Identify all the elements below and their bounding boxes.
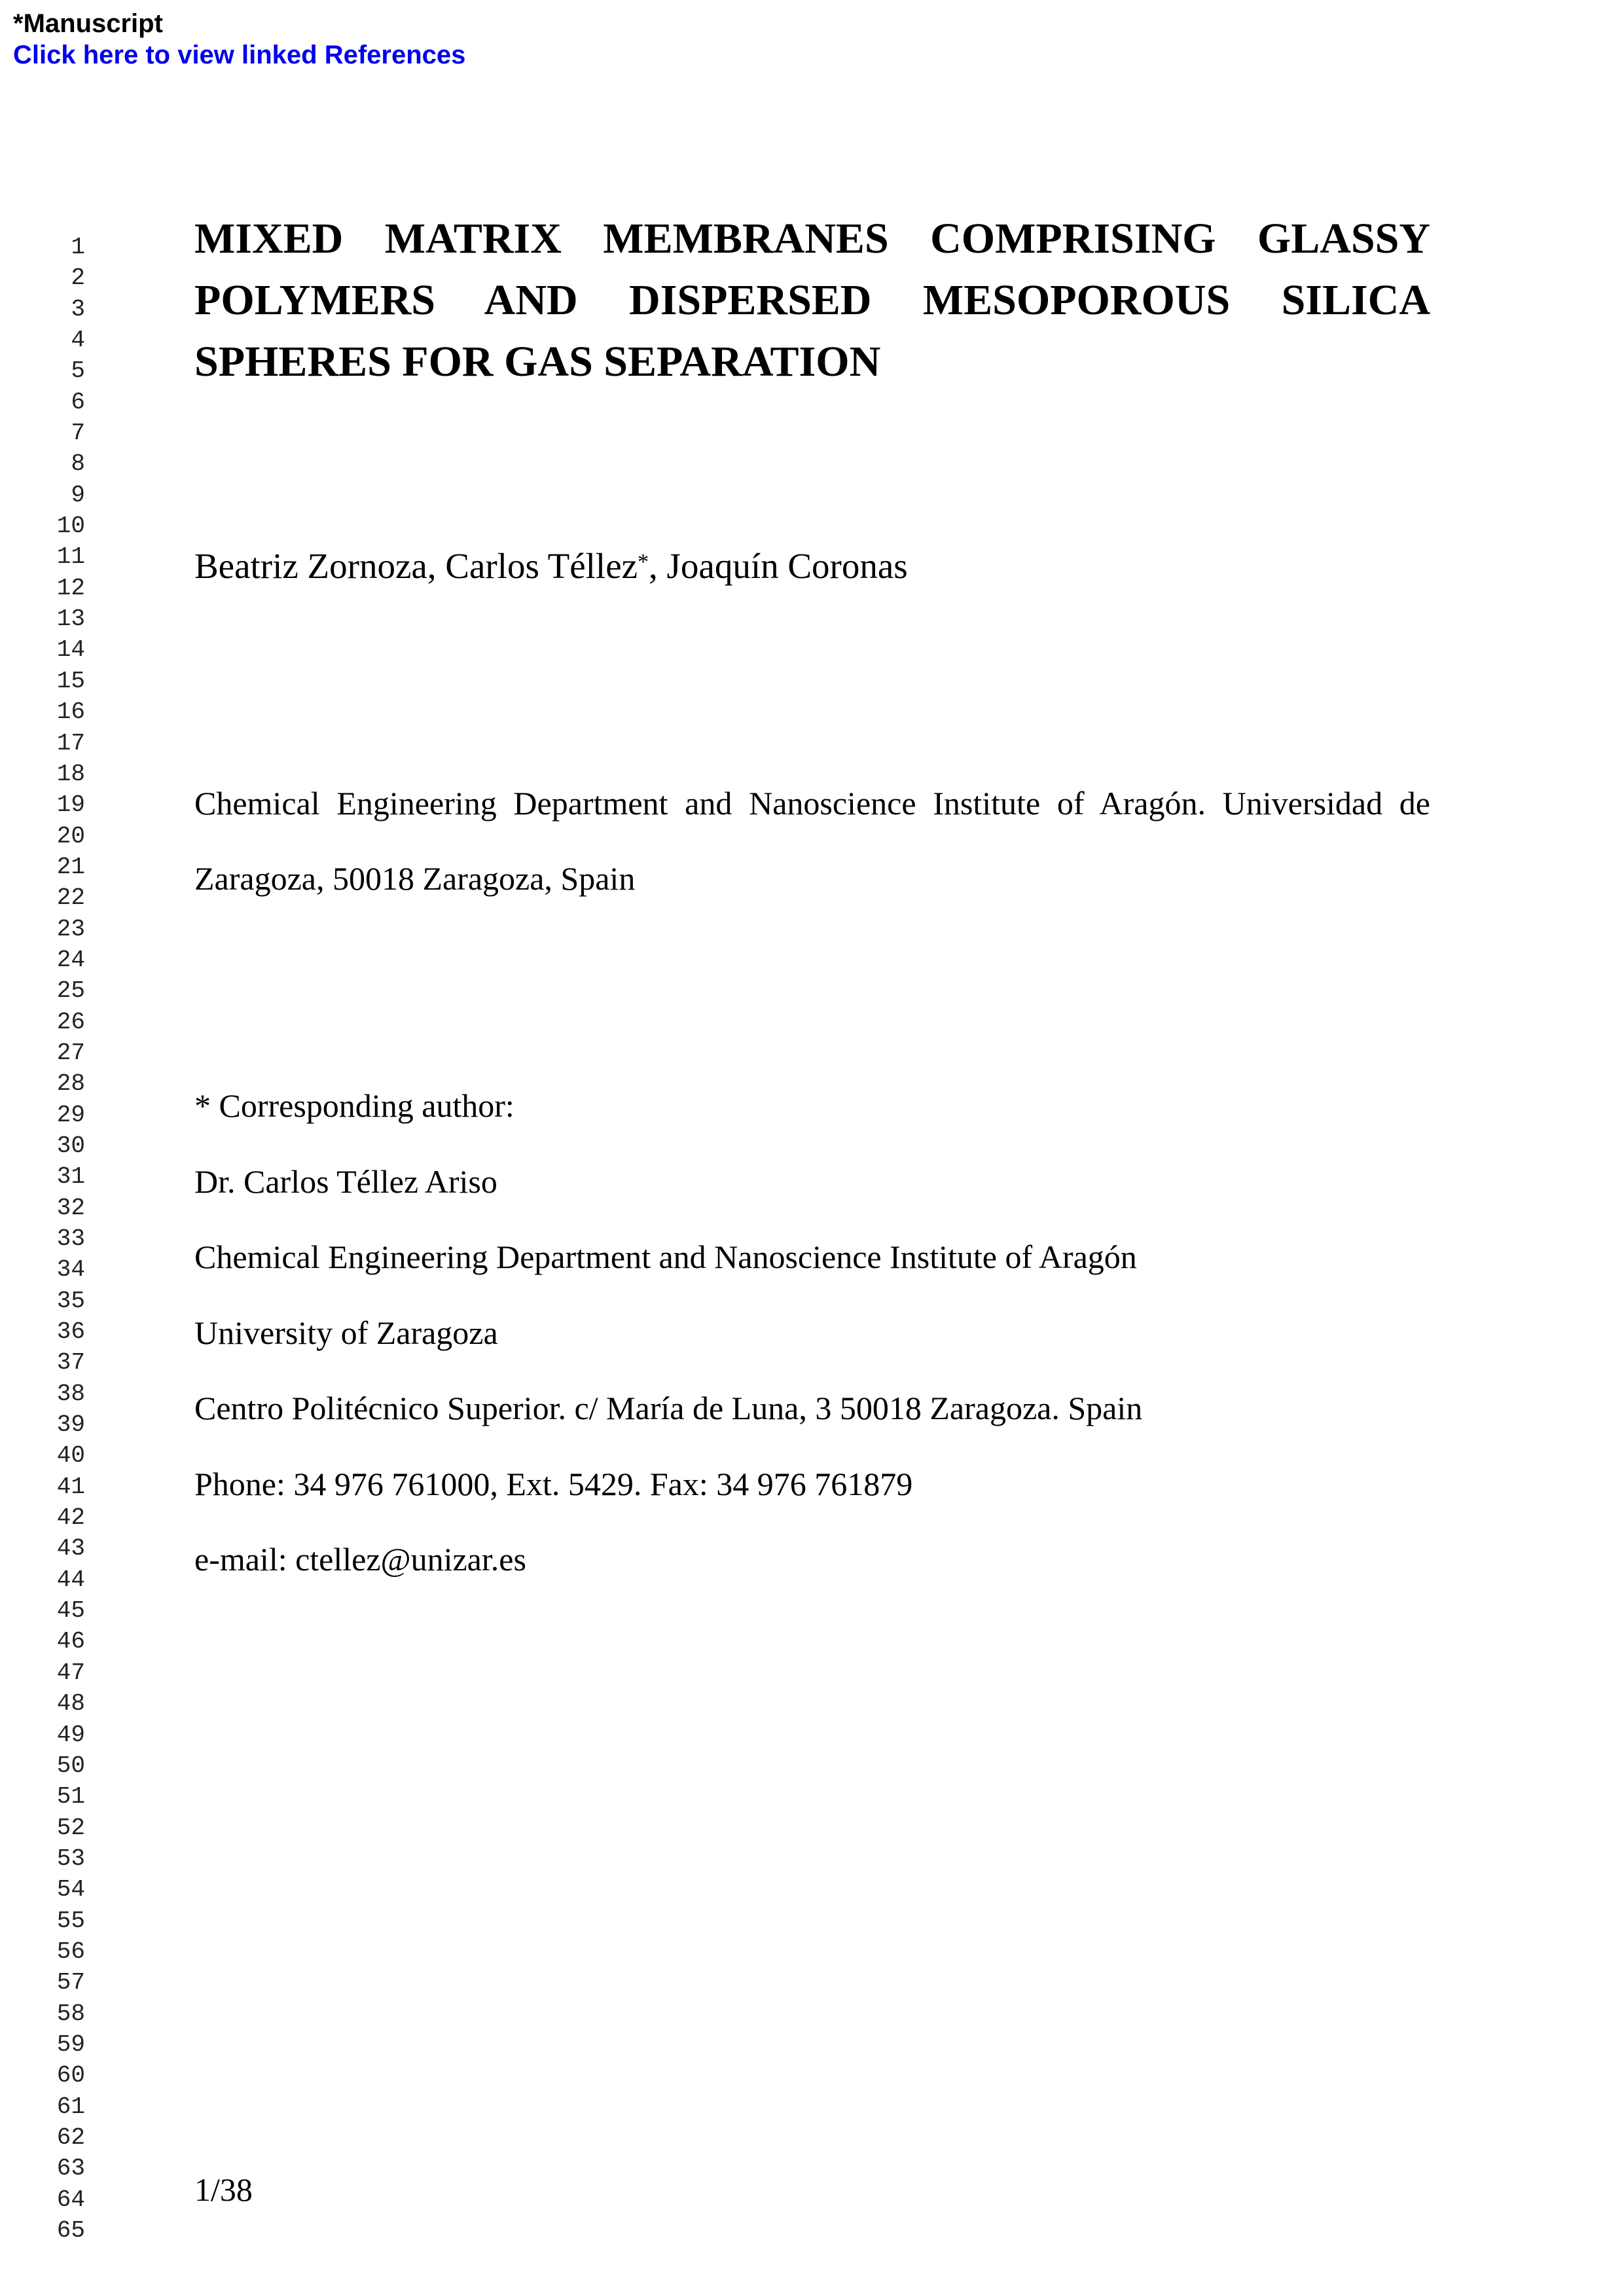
title-line-1: MIXED MATRIX MEMBRANES COMPRISING GLASSY bbox=[194, 215, 1430, 262]
line-number: 58 bbox=[56, 2000, 85, 2027]
authors-after: , Joaquín Coronas bbox=[649, 546, 908, 586]
line-number: 24 bbox=[56, 946, 85, 973]
manuscript-label: *Manuscript bbox=[13, 9, 163, 38]
line-number: 55 bbox=[56, 1907, 85, 1934]
line-number: 22 bbox=[56, 884, 85, 912]
line-number: 4 bbox=[71, 327, 85, 354]
line-number: 16 bbox=[56, 698, 85, 726]
line-number: 42 bbox=[56, 1504, 85, 1532]
corresponding-marker: * bbox=[638, 550, 649, 574]
line-number: 32 bbox=[56, 1194, 85, 1221]
line-number: 62 bbox=[56, 2123, 85, 2151]
line-number: 33 bbox=[56, 1225, 85, 1252]
line-number: 9 bbox=[71, 481, 85, 509]
line-number: 13 bbox=[56, 605, 85, 633]
line-number: 46 bbox=[56, 1628, 85, 1655]
authors-before: Beatriz Zornoza, Carlos Téllez bbox=[194, 546, 638, 586]
line-number-gutter bbox=[46, 232, 85, 2246]
line-number: 37 bbox=[56, 1349, 85, 1377]
title-line-2: POLYMERS AND DISPERSED MESOPOROUS SILICA bbox=[194, 276, 1430, 324]
line-number: 43 bbox=[56, 1535, 85, 1563]
line-number: 2 bbox=[71, 264, 85, 292]
line-number: 31 bbox=[56, 1163, 85, 1191]
line-number: 14 bbox=[56, 636, 85, 664]
line-number: 25 bbox=[56, 977, 85, 1005]
corresponding-university: University of Zaragoza bbox=[194, 1314, 498, 1351]
line-number: 60 bbox=[56, 2062, 85, 2089]
line-number: 36 bbox=[56, 1318, 85, 1346]
line-number: 5 bbox=[71, 357, 85, 385]
line-number: 53 bbox=[56, 1845, 85, 1872]
line-number: 49 bbox=[56, 1721, 85, 1748]
corresponding-name: Dr. Carlos Téllez Ariso bbox=[194, 1163, 497, 1200]
line-number: 10 bbox=[56, 513, 85, 540]
line-number: 65 bbox=[56, 2217, 85, 2244]
line-number: 51 bbox=[56, 1783, 85, 1811]
author-list bbox=[194, 543, 1430, 589]
line-number: 47 bbox=[56, 1659, 85, 1686]
line-number: 18 bbox=[56, 760, 85, 787]
line-number: 44 bbox=[56, 1566, 85, 1593]
corresponding-phone: Phone: 34 976 761000, Ext. 5429. Fax: 34 976 761879 bbox=[194, 1465, 913, 1502]
line-number: 20 bbox=[56, 822, 85, 850]
affiliation-line-2: Zaragoza, 50018 Zaragoza, Spain bbox=[194, 860, 636, 897]
line-number: 28 bbox=[56, 1070, 85, 1098]
line-number: 1 bbox=[71, 234, 85, 261]
line-number: 27 bbox=[56, 1039, 85, 1066]
line-number: 63 bbox=[56, 2155, 85, 2182]
line-number: 52 bbox=[56, 1814, 85, 1841]
line-number: 54 bbox=[56, 1876, 85, 1904]
line-number: 40 bbox=[56, 1442, 85, 1470]
line-number: 64 bbox=[56, 2186, 85, 2213]
corresponding-address: Centro Politécnico Superior. c/ María de Luna, 3 50018 Zaragoza. Spain bbox=[194, 1390, 1143, 1426]
line-number: 15 bbox=[56, 667, 85, 695]
line-number: 7 bbox=[71, 420, 85, 447]
line-number: 57 bbox=[56, 1969, 85, 1997]
corresponding-department: Chemical Engineering Department and Nanoscience Institute of Aragón bbox=[194, 1238, 1137, 1275]
line-number: 26 bbox=[56, 1008, 85, 1036]
line-number: 21 bbox=[56, 853, 85, 880]
line-number: 34 bbox=[56, 1256, 85, 1284]
line-number: 11 bbox=[56, 543, 85, 571]
line-number: 12 bbox=[56, 574, 85, 602]
line-number: 17 bbox=[56, 729, 85, 757]
line-number: 48 bbox=[56, 1690, 85, 1718]
line-number: 23 bbox=[56, 915, 85, 943]
line-number: 61 bbox=[56, 2093, 85, 2120]
title-line-3: SPHERES FOR GAS SEPARATION bbox=[194, 338, 881, 386]
affiliation bbox=[194, 766, 1430, 916]
line-number: 50 bbox=[56, 1752, 85, 1779]
line-number: 19 bbox=[56, 791, 85, 819]
corresponding-email: e-mail: ctellez@unizar.es bbox=[194, 1541, 526, 1578]
linked-references-link[interactable]: Click here to view linked References bbox=[13, 41, 466, 69]
line-number: 39 bbox=[56, 1411, 85, 1439]
line-number: 59 bbox=[56, 2031, 85, 2058]
line-number: 56 bbox=[56, 1938, 85, 1965]
line-number: 3 bbox=[71, 295, 85, 323]
corresponding-heading: * Corresponding author: bbox=[194, 1087, 514, 1124]
page-number: 1/38 bbox=[194, 2171, 253, 2208]
line-number: 41 bbox=[56, 1473, 85, 1500]
line-number: 38 bbox=[56, 1380, 85, 1407]
paper-title bbox=[194, 208, 1430, 393]
line-number: 45 bbox=[56, 1597, 85, 1625]
line-number: 30 bbox=[56, 1132, 85, 1159]
affiliation-line-1: Chemical Engineering Department and Nanoscience Institute of Aragón. Universidad de bbox=[194, 785, 1430, 822]
line-number: 29 bbox=[56, 1101, 85, 1129]
line-number: 6 bbox=[71, 388, 85, 416]
line-number: 8 bbox=[71, 450, 85, 478]
line-number: 35 bbox=[56, 1287, 85, 1314]
corresponding-author-block bbox=[194, 1068, 1430, 1598]
